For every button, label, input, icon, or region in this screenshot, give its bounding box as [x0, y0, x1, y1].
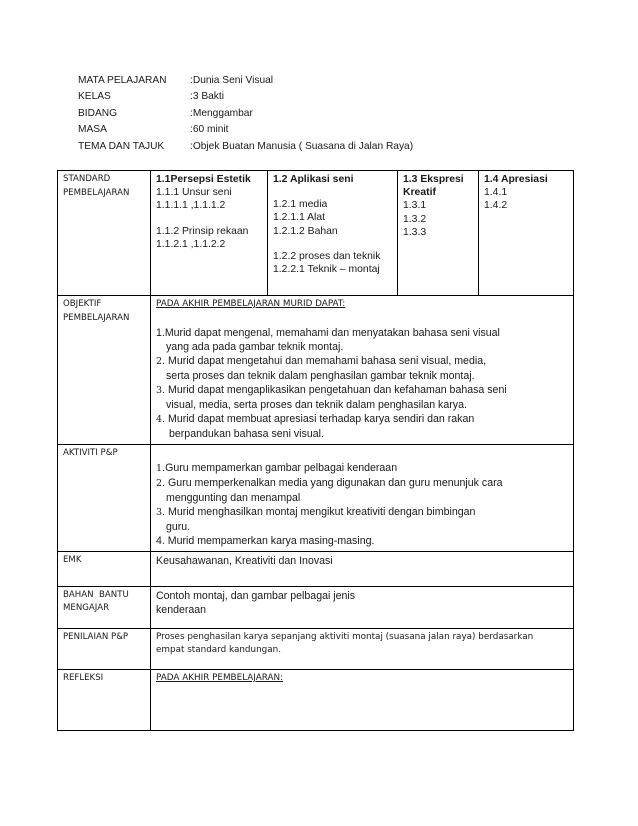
header-label: TEMA DAN TAJUK [78, 140, 165, 152]
aktiviti-row [58, 444, 574, 551]
standard-col-apresiasi [479, 171, 574, 296]
header-row-time [78, 122, 413, 138]
bahan-content [151, 586, 574, 628]
standard-label-cell [58, 171, 151, 296]
objektif-item-cont: yang ada pada gambar teknik montaj. [166, 340, 344, 353]
objektif-label-line1: OBJEKTIF [63, 299, 102, 309]
standard-item: 1.3.2 [403, 213, 427, 225]
bahan-label-line2: MENGAJAR [63, 603, 110, 614]
header-row-class [78, 89, 413, 105]
aktiviti-item: 2. Guru memperkenalkan media yang digunakan dan guru menunjuk cara [156, 476, 503, 489]
standard-item: 1.3.3 [403, 226, 427, 238]
standard-item: 1.1.2 Prinsip rekaan [156, 225, 249, 237]
aktiviti-label-cell: AKTIVITI P&P [58, 444, 151, 551]
standard-item: 1.1.2.1 ,1.1.2.2 [156, 238, 226, 250]
standard-item: 1.2.1.1 Alat [273, 212, 325, 224]
standard-item: 1.4.2 [484, 200, 508, 212]
aktiviti-num: 3. [156, 506, 166, 518]
standard-col-estetik [151, 171, 268, 296]
objektif-row [58, 296, 574, 445]
header-label: MATA PELAJARAN [78, 75, 167, 86]
objektif-label-cell [58, 296, 151, 445]
standard-item: 1.3.1 [403, 200, 427, 212]
lesson-plan-table [57, 170, 574, 731]
objektif-item: 4. Murid dapat membuat apresiasi terhadap karya sendiri dan rakan [156, 412, 475, 425]
standard-row [58, 171, 574, 296]
emk-label-cell: EMK [58, 551, 151, 586]
bahan-row [58, 586, 574, 628]
penilaian-line: Proses penghasilan karya sepanjang aktiviti montaj (suasana jalan raya) berdasarkan [156, 631, 534, 642]
standard-item: 1.1.1 Unsur seni [156, 187, 232, 199]
header-value: :60 minit [190, 124, 229, 136]
standard-title: 1.2 Aplikasi seni [273, 174, 354, 185]
standard-item: 1.2.2.1 Teknik – montaj [273, 264, 380, 276]
header-row-subject [78, 73, 413, 89]
standard-label-line1: STANDARD [63, 174, 111, 184]
header-label: MASA [78, 124, 107, 136]
objektif-item-cont: berpandukan bahasa seni visual. [169, 427, 324, 440]
objektif-item-cont: visual, media, serta proses dan teknik dalam penghasilan karya. [166, 398, 467, 411]
header-label: BIDANG [78, 107, 118, 119]
standard-title: 1.3 Ekspresi [403, 174, 464, 185]
header-label: KELAS [78, 91, 111, 103]
standard-label-line2: PEMBELAJARAN [63, 187, 130, 198]
objektif-num: 4. [156, 413, 166, 425]
penilaian-label-cell: PENILAIAN P&P [58, 628, 151, 669]
aktiviti-content [151, 444, 574, 551]
objektif-heading: PADA AKHIR PEMBELAJARAN MURID DAPAT: [156, 299, 346, 309]
refleksi-row [58, 669, 574, 730]
penilaian-row [58, 628, 574, 669]
objektif-label-line2: PEMBELAJARAN [63, 312, 130, 323]
standard-item: 1.2.2 proses dan teknik [273, 250, 381, 262]
penilaian-line: empat standard kandungan. [156, 645, 282, 656]
standard-col-aplikasi [268, 171, 398, 296]
standard-item: 1.4.1 [484, 187, 508, 199]
objektif-num: 3. [156, 384, 166, 396]
lesson-header [78, 73, 413, 155]
bahan-line: Contoh montaj, dan gambar pelbagai jenis [156, 589, 356, 602]
standard-col-ekspresi [398, 171, 479, 296]
objektif-item: 3. Murid dapat mengaplikasikan pengetahuan dan kefahaman bahasa seni [156, 383, 507, 396]
standard-item: 1.2.1 media [273, 199, 328, 211]
standard-title: 1.4 Apresiasi [484, 174, 548, 185]
aktiviti-num: 1. [156, 462, 166, 474]
header-row-field [78, 106, 413, 122]
bahan-label-cell [58, 586, 151, 628]
header-row-theme [78, 139, 413, 155]
bahan-line: kenderaan [156, 603, 207, 616]
standard-title: 1.1Persepsi Estetik [156, 174, 251, 185]
standard-item: 1.2.1.2 Bahan [273, 225, 338, 237]
standard-title: Kreatif [403, 187, 436, 199]
header-value: :Objek Buatan Manusia ( Suasana di Jalan Raya) [190, 140, 414, 152]
header-value: :3 Bakti [190, 91, 224, 103]
emk-value: Keusahawanan, Kreativiti dan Inovasi [151, 551, 574, 586]
standard-item: 1.1.1.1 ,1.1.1.2 [156, 200, 226, 212]
aktiviti-item: 4. Murid mempamerkan karya masing-masing. [156, 534, 375, 547]
objektif-num: 2. [156, 355, 166, 367]
objektif-item: 2. Murid dapat mengetahui dan memahami bahasa seni visual, media, [156, 354, 487, 367]
header-value: :Menggambar [190, 107, 253, 119]
objektif-item-cont: serta proses dan teknik dalam penghasilan gambar teknik montaj. [166, 369, 475, 382]
refleksi-content: PADA AKHIR PEMBELAJARAN: [151, 669, 574, 730]
aktiviti-num: 2. [156, 477, 166, 489]
refleksi-label-cell: REFLEKSI [58, 669, 151, 730]
aktiviti-item-cont: menggunting dan menampal [166, 491, 301, 504]
header-value: :Dunia Seni Visual [190, 75, 274, 86]
aktiviti-item: 3. Murid menghasilkan montaj mengikut kreativiti dengan bimbingan [156, 505, 476, 518]
bahan-label-line1: BAHAN BANTU [63, 589, 129, 600]
penilaian-content [151, 628, 574, 669]
objektif-item: 1.Murid dapat mengenal, memahami dan menyatakan bahasa seni visual [156, 326, 500, 339]
aktiviti-item: 1.Guru mempamerkan gambar pelbagai kenderaan [156, 461, 398, 474]
objektif-content [151, 296, 574, 445]
emk-row [58, 551, 574, 586]
aktiviti-item-cont: guru. [166, 520, 191, 533]
